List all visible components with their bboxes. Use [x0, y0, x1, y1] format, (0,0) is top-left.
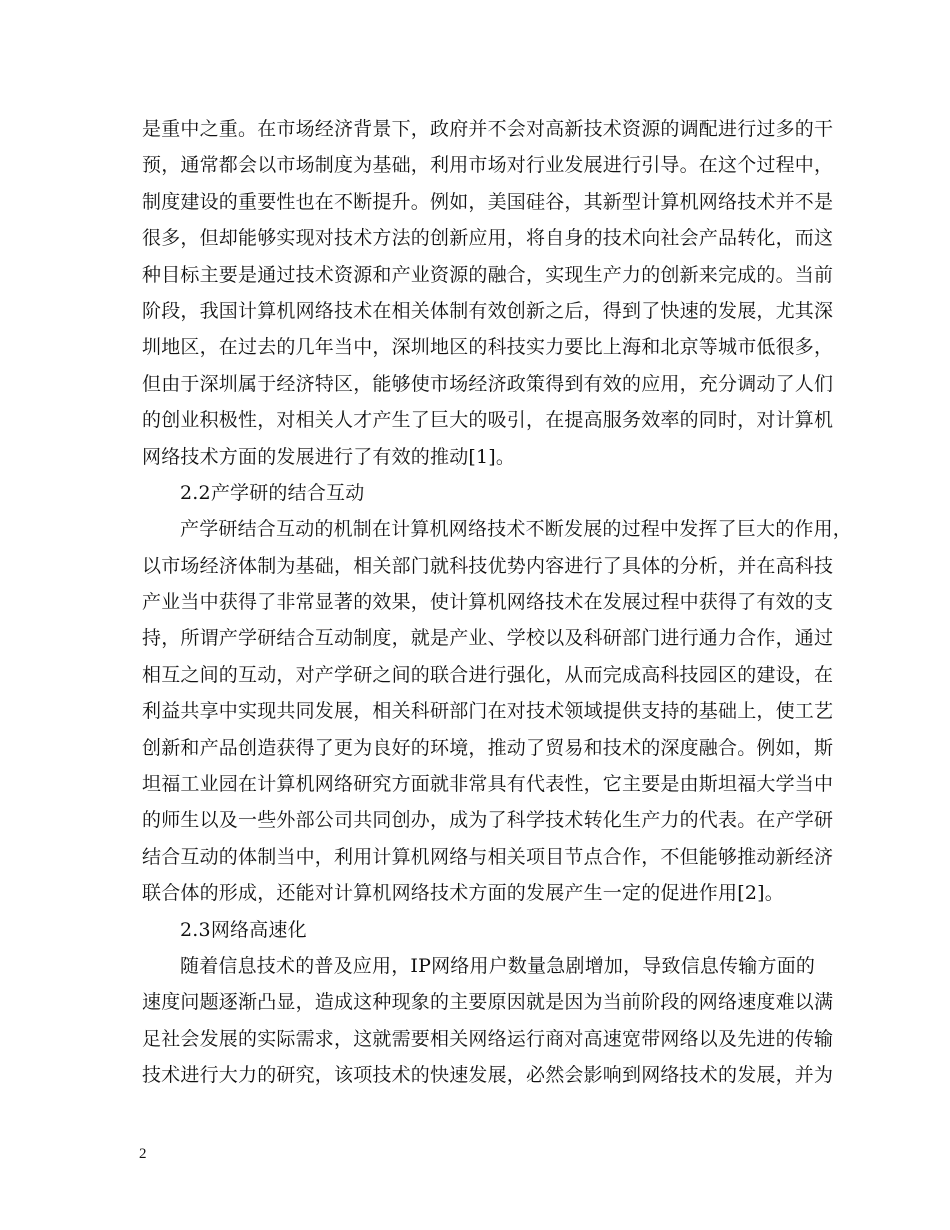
- page-number: 2: [139, 1146, 147, 1162]
- text-line: 是重中之重。在市场经济背景下，政府并不会对高新技术资源的调配进行过多的干: [142, 118, 834, 140]
- section-heading: 2.2产学研的结合互动: [180, 481, 365, 504]
- text-line: 预，通常都会以市场制度为基础，利用市场对行业发展进行引导。在这个过程中，: [142, 154, 834, 177]
- text-line: 持，所谓产学研结合互动制度，就是产业、学校以及科研部门进行通力合作，通过: [142, 627, 834, 650]
- text-line: 利益共享中实现共同发展，相关科研部门在对技术领域提供支持的基础上，使工艺: [142, 700, 834, 723]
- text-line: 但由于深圳属于经济特区，能够使市场经济政策得到有效的应用，充分调动了人们: [142, 372, 834, 395]
- text-line: 制度建设的重要性也在不断提升。例如，美国硅谷，其新型计算机网络技术并不是: [142, 190, 834, 213]
- text-line: 的创业积极性，对相关人才产生了巨大的吸引，在提高服务效率的同时，对计算机: [142, 409, 834, 432]
- section-heading: 2.3网络高速化: [180, 918, 307, 941]
- text-line: 足社会发展的实际需求，这就需要相关网络运行商对高速宽带网络以及先进的传输: [142, 1027, 834, 1050]
- text-line: 创新和产品创造获得了更为良好的环境，推动了贸易和技术的深度融合。例如，斯: [142, 736, 834, 759]
- body-text: [142, 111, 853, 1094]
- text-line: 坦福工业园在计算机网络研究方面就非常具有代表性，它主要是由斯坦福大学当中: [142, 773, 834, 796]
- text-line: 网络技术方面的发展进行了有效的推动[1]。: [142, 445, 516, 468]
- text-line: 圳地区，在过去的几年当中，深圳地区的科技实力要比上海和北京等城市低很多，: [142, 336, 834, 359]
- text-line: 种目标主要是通过技术资源和产业资源的融合，实现生产力的创新来完成的。当前: [142, 263, 834, 286]
- text-line: 产学研结合互动的机制在计算机网络技术不断发展的过程中发挥了巨大的作用，: [180, 518, 853, 541]
- text-line: 产业当中获得了非常显著的效果，使计算机网络技术在发展过程中获得了有效的支: [142, 591, 834, 614]
- text-line: 相互之间的互动，对产学研之间的联合进行强化，从而完成高科技园区的建设，在: [142, 663, 834, 686]
- text-line: 阶段，我国计算机网络技术在相关体制有效创新之后，得到了快速的发展，尤其深: [142, 299, 834, 322]
- text-line: 速度问题逐渐凸显，造成这种现象的主要原因就是因为当前阶段的网络速度难以满: [142, 991, 834, 1014]
- text-line: 随着信息技术的普及应用，IP网络用户数量急剧增加，导致信息传输方面的: [180, 954, 816, 977]
- text-line: 以市场经济体制为基础，相关部门就科技优势内容进行了具体的分析，并在高科技: [142, 554, 834, 577]
- text-line: 技术进行大力的研究，该项技术的快速发展，必然会影响到网络技术的发展，并为: [142, 1064, 834, 1087]
- text-line: 很多，但却能够实现对技术方法的创新应用，将自身的技术向社会产品转化，而这: [142, 227, 834, 250]
- text-line: 结合互动的体制当中，利用计算机网络与相关项目节点合作，不但能够推动新经济: [142, 845, 834, 868]
- text-line: 的师生以及一些外部公司共同创办，成为了科学技术转化生产力的代表。在产学研: [142, 809, 834, 832]
- text-line: 联合体的形成，还能对计算机网络技术方面的发展产生一定的促进作用[2]。: [142, 882, 784, 905]
